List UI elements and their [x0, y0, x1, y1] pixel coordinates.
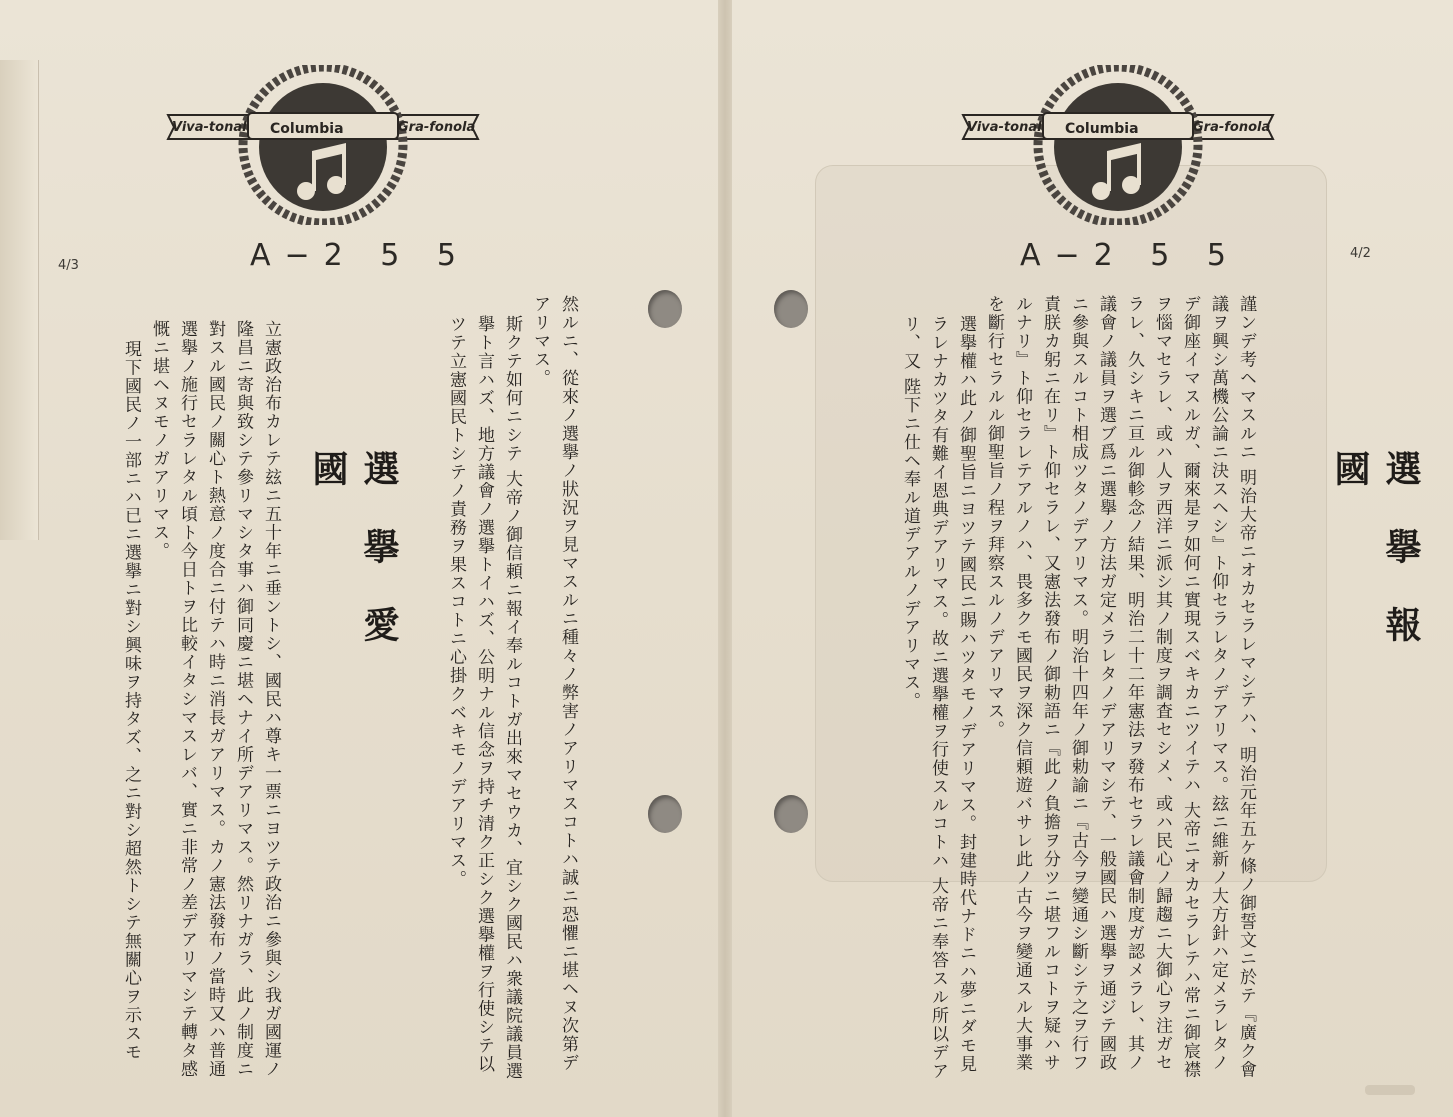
- logo-left-label: Viva-tonal: [172, 120, 247, 135]
- binding-strip: [0, 60, 39, 540]
- paragraph: 然ルニ、從來ノ選擧ノ狀況ヲ見マスルニ種々ノ弊害ノアリマスコトハ誠ニ恐懼ニ堪ヘヌ次第デアリマス。: [530, 295, 578, 1072]
- punch-hole: [648, 290, 682, 328]
- logo-right-label: Gra-fonola: [398, 120, 476, 135]
- paragraph: 選擧權ハ此ノ御聖旨ニヨツテ國民ニ賜ハツタモノデアリマス。封建時代ナドニハ夢ニダモ見ラレナカツタ有難イ恩典デアリマス。故ニ選擧權ヲ行使スルコトハ 大帝ニ奉答スル所以デアリ、又 陛下ニ仕ヘ奉ル道デアルノデアリマス。: [900, 315, 976, 1081]
- center-fold: [718, 0, 732, 1117]
- logo-center-label-right-page: Columbia: [1065, 121, 1139, 137]
- right-body-block: [835, 295, 1260, 1090]
- left-body-block-2: [446, 295, 582, 1085]
- right-title: 選擧報國: [1329, 450, 1422, 684]
- columbia-logo-left: [158, 65, 488, 225]
- catalog-number-left: A−2 5 5: [250, 238, 470, 273]
- columbia-logo-right: [953, 65, 1283, 225]
- paragraph: 現下國民ノ一部ニハ已ニ選擧ニ對シ興味ヲ持タズ、之ニ對シ超然トシテ無關心ヲ示スモ: [121, 340, 141, 1062]
- logo-right-label-right-page: Gra-fonola: [1193, 120, 1271, 135]
- page-number-left: 4/3: [58, 258, 79, 273]
- paragraph: 斯クテ如何ニシテ 大帝ノ御信頼ニ報イ奉ルコトガ出來マセウカ、宜シク國民ハ衆議院議員選擧ト言ハズ、地方議會ノ選擧トイハズ、公明ナル信念ヲ持チ清ク正シク選擧權ヲ行使シテ以ツテ立憲國民トシテノ責務ヲ果スコトニ心掛クベキモノデアリマス。: [446, 315, 522, 1081]
- punch-hole: [648, 795, 682, 833]
- left-title: 選擧愛國: [307, 450, 400, 684]
- paper-stain: [1365, 1085, 1415, 1095]
- logo-left-label-right-page: Viva-tonal: [967, 120, 1042, 135]
- left-body-block-1: [70, 320, 285, 1085]
- paragraph: 立憲政治布カレテ玆ニ五十年ニ垂ントシ、國民ハ尊キ一票ニヨツテ政治ニ參與シ我ガ國運ノ隆昌ニ寄與致シテ參リマシタ事ハ御同慶ニ堪ヘナイ所デアリマス。然リナガラ、此ノ制度ニ對スル國民ノ關心ト熱意ノ度合ニ付テハ時ニ消長ガアリマス。カノ憲法發布ノ當時又ハ普通選擧ノ施行セラレタル頃ト今日トヲ比較イタシマスレバ、實ニ非常ノ差デアリマシテ轉タ感慨ニ堪ヘヌモノガアリマス。: [149, 320, 281, 1079]
- page-number-right: 4/2: [1350, 246, 1371, 261]
- logo-center-label: Columbia: [270, 121, 344, 137]
- paragraph: 謹ンデ考ヘマスルニ 明治大帝ニオカセラレマシテハ、明治元年五ケ條ノ御誓文ニ於テ『廣ク會議ヲ興シ萬機公論ニ決スヘシ』ト仰セラレタノデアリマス。玆ニ維新ノ大方針ハ定メラレタノデ御座イマスルガ、爾來是ヲ如何ニ實現スベキカニツイテハ 大帝ニオカセラレテハ常ニ御宸襟ヲ惱マセラレ、或ハ人ヲ西洋ニ派シ其ノ制度ヲ調査セシメ、或ハ民心ノ歸趨ニ大御心ヲ注ガセラレ、久シキニ亘ル御軫念ノ結果、明治二十二年憲法ヲ發布セラレ議會制度ガ認メラレ、其ノ議會ノ議員ヲ選ブ爲ニ選擧ノ方法ガ定メラレタノデアリマシテ、一般國民ハ選擧ヲ通ジテ國政ニ參與スルコト相成ツタノデアリマス。明治十四年ノ御勅諭ニ『古今ヲ變通シ斷シテ之ヲ行フ責朕カ躬ニ在リ』ト仰セラレ、又憲法發布ノ御勅語ニ『此ノ負擔ヲ分ツニ堪フルコトヲ疑ハサルナリ』ト仰セラレテアルノハ、畏多クモ國民ヲ深ク信頼遊バサレ此ノ古今ヲ變通スル大事業を斷行セラルル御聖旨ノ程ヲ拜察スルノデアリマス。: [984, 295, 1256, 1079]
- punch-hole: [774, 290, 808, 328]
- punch-hole: [774, 795, 808, 833]
- catalog-number-right: A−2 5 5: [1020, 238, 1240, 273]
